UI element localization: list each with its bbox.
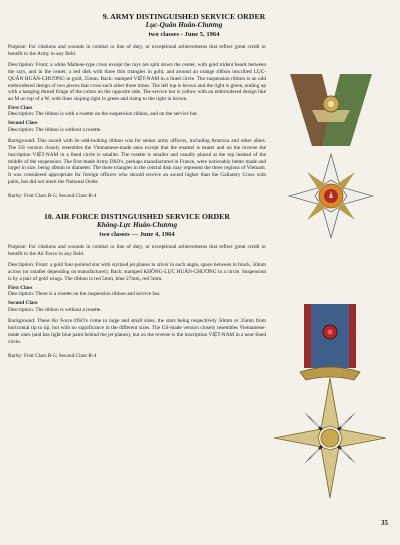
- section-1-subtitle: Lục-Quân Huân-Chương: [145, 21, 223, 29]
- section-1-rarity: Rarity: First Class R-5; Second Class R-4: [8, 193, 97, 200]
- ribbon-red-right: [349, 304, 356, 368]
- section-2-first-class-label: First Class: [8, 284, 33, 291]
- section-1-heading: [8, 12, 360, 39]
- section-2-second-class-text: Description: The ribbon is without a rosette.: [8, 306, 102, 313]
- section-1-dates: two classes - June 5, 1964: [148, 31, 220, 38]
- section-2-heading: [8, 212, 266, 239]
- section-1-first-class-text: Description: The ribbon is with a rosette on the suspension ribbon, and on the service bar.: [8, 111, 198, 118]
- section-1-title: 9. ARMY DISTINGUISHED SERVICE ORDER: [102, 12, 266, 21]
- section-2-first-class-text: Description: There is a rosette on the suspension ribbon and service bar.: [8, 291, 161, 298]
- section-1-second-class-text: Description: The ribbon is without a rosette.: [8, 126, 102, 133]
- page-number: 35: [381, 519, 388, 527]
- section-2-description: Description: Front: a gold four-pointed star with stylized jet planes in silver in each angle, space between in black, 50mm across (or smaller depending on manufacturer); Back: stamped KHÔNG-LỰC HUÂN-CHƯƠNG in a circle. Suspension is by a pair of gold wings. The ribbon is red 5mm, blue 27mm, red 5mm.: [8, 262, 266, 282]
- section-2-subtitle: Không-Lực Huân-Chương: [96, 221, 178, 230]
- section-1-second-class-label: Second Class: [8, 120, 38, 127]
- section-1-purpose: Purpose: For citations and wounds in combat or line of duty, or exceptional achievements that reflect great credit or benefit to the Army in any field.: [8, 44, 266, 57]
- section-1-description: Description: Front: a white Maltese-type cross except the rays are split down the center, with gold trident heads between the rays, and in the center, a red disk with three thin triangles in gold, and around an orange ribbon inscribed LỤC-QUÂN HUÂN-CHƯƠNG in gold, 35mm. Back: stamped VIỆT-NAM in a lined circle. The suspension ribbon is an odd embroidered design of two pieces that cross each other three times. The left top is brown and the right is green, ending up with a hanging thread fringe of the colors on the opposite side. The service bar is yellow with an embroidered design like an M on top of a W, with lines sloping right in green and rising to the right in brown.: [8, 62, 266, 102]
- section-2-title: 10. AIR FORCE DISTINGUISHED SERVICE ORDER: [43, 212, 231, 222]
- section-2-rarity: Rarity: First Class R-5; Second Class R-4: [8, 353, 97, 360]
- section-2-second-class-label: Second Class: [8, 299, 38, 306]
- section-1-first-class-label: First Class: [8, 104, 33, 111]
- section-2-purpose: Purpose: For citations and wounds in combat or line of duty, or exceptional achievements that reflect great credit or benefit to the Air Force in any field.: [8, 244, 266, 257]
- ribbon-red-left: [304, 304, 311, 368]
- section-2-background: Background: These Air Force DSO's come in large and small sizes, the stars being respectively 50mm or 35mm from horizontal tip to tip, but with no significance in the different sizes. The US-made version closely resembles Vietnamese-made ones (and has light blue paint behind the jet planes), but on the reverse is the inscription VIỆT-NAM in a near-lined circle.: [8, 318, 266, 345]
- section-2-dates: two classes — June 4, 1964: [99, 231, 175, 239]
- air-force-dso-medal-image: [270, 300, 390, 508]
- section-1-background: Background: This award with its odd-looking ribbon was for senior army officers, including America and other allies. The US version closely resembles the Vietnamese-made ones except that the enamel is neater and on the reverse the inscription VIỆT-NAM in a lined circle is smaller. The rosette is smaller and usually placed at the top instead of the middle of the suspension. The first-made Army DSO's, perhaps manufactured in France, were noticeably better made and larger in size, being 40mm in diameter. The three triangles in the central disk may represent the three regions of Vietnam. It was considered appropriate for foreign officers who should receive an award higher than the Gallantry Cross with palm, but did not merit the National Order.: [8, 138, 266, 185]
- army-dso-medal-image: [272, 70, 390, 270]
